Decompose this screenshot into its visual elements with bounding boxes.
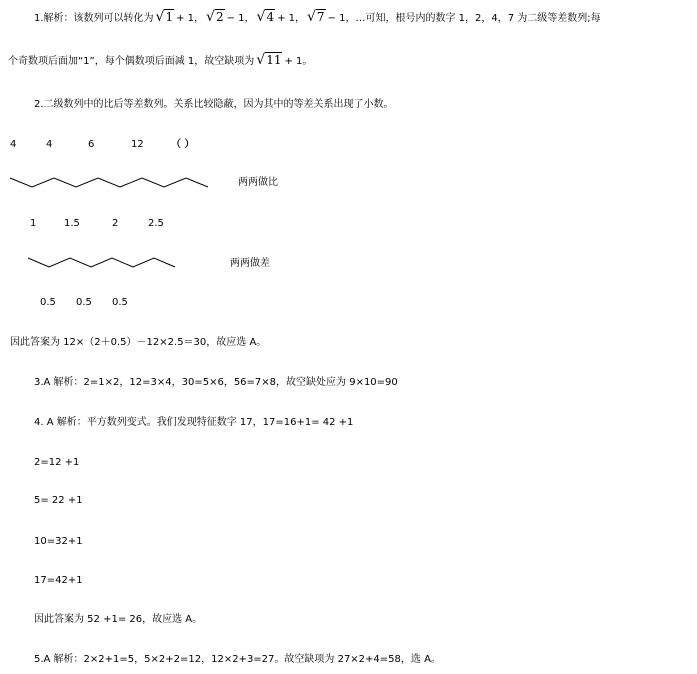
q1-line2-prefix: 个奇数项后面加“1”，每个偶数项后面减 1，故空缺项为 — [8, 56, 255, 67]
q2-conclusion: 因此答案为 12×（2＋0.5）－12×2.5＝30，故应选 A。 — [10, 337, 267, 348]
q2-row3-item: 0.5 — [112, 297, 128, 308]
q1-line1-prefix: 1.解析：该数列可以转化为 — [34, 13, 154, 24]
q4-line: 2=12 +1 — [34, 457, 80, 468]
q5-text: 5.A 解析：2×2+1=5，5×2+2=12，12×2+3=27。故空缺项为 27×2+4=58，选 A。 — [34, 654, 441, 665]
zigzag-line-2 — [28, 256, 178, 270]
q2-row1-item: 6 — [88, 139, 95, 150]
q2-row2-item: 1 — [30, 218, 37, 229]
q4-line: 5= 22 +1 — [34, 495, 83, 506]
q1-line1: 1.解析：该数列可以转化为 √1 + 1， √2 − 1， √4 + 1， √7 − 1，…可知，根号内的数字 1，2，4，7 为二级等差数列;每 — [34, 9, 601, 25]
q2-row2-item: 2 — [112, 218, 119, 229]
q3-text: 3.A 解析：2=1×2，12=3×4，30=5×6，56=7×8，故空缺处应为 9×10=90 — [34, 377, 398, 388]
q2-row1-blank: （ ） — [171, 139, 195, 150]
q1-line1-suffix: …可知，根号内的数字 1，2，4，7 为二级等差数列;每 — [355, 13, 601, 24]
q2-row3-item: 0.5 — [40, 297, 56, 308]
sqrt-term-3: √4 — [256, 9, 275, 25]
zigzag-label-ratio: 两两做比 — [238, 177, 278, 188]
zigzag-line-1 — [10, 176, 210, 190]
q2-row1-item: 4 — [46, 139, 53, 150]
q4-line: 10=32+1 — [34, 536, 83, 547]
q4-text: 4. A 解析：平方数列变式。我们发现特征数字 17，17=16+1= 42 +1 — [34, 417, 354, 428]
sqrt-term-1: √1 — [155, 9, 174, 25]
q1-line2-suffix: + 1。 — [284, 56, 313, 67]
q2-intro: 2.二级数列中的比后等差数列。关系比较隐蔽，因为其中的等差关系出现了小数。 — [34, 99, 394, 110]
q1-line2 — [8, 53, 312, 69]
sqrt-term-4: √7 — [307, 9, 325, 25]
q2-row3-item: 0.5 — [76, 297, 92, 308]
q2-row2-item: 1.5 — [64, 218, 80, 229]
q2-row1-item: 4 — [10, 139, 17, 150]
q2-row2-item: 2.5 — [148, 218, 164, 229]
sqrt-term-2: √2 — [206, 9, 224, 25]
zigzag-label-diff: 两两做差 — [230, 258, 270, 269]
sqrt-term-11: √11 — [256, 52, 282, 68]
q4-conclusion: 因此答案为 52 +1= 26，故应选 A。 — [34, 614, 203, 625]
q2-row1-item: 12 — [131, 139, 144, 150]
q4-line: 17=42+1 — [34, 575, 83, 586]
